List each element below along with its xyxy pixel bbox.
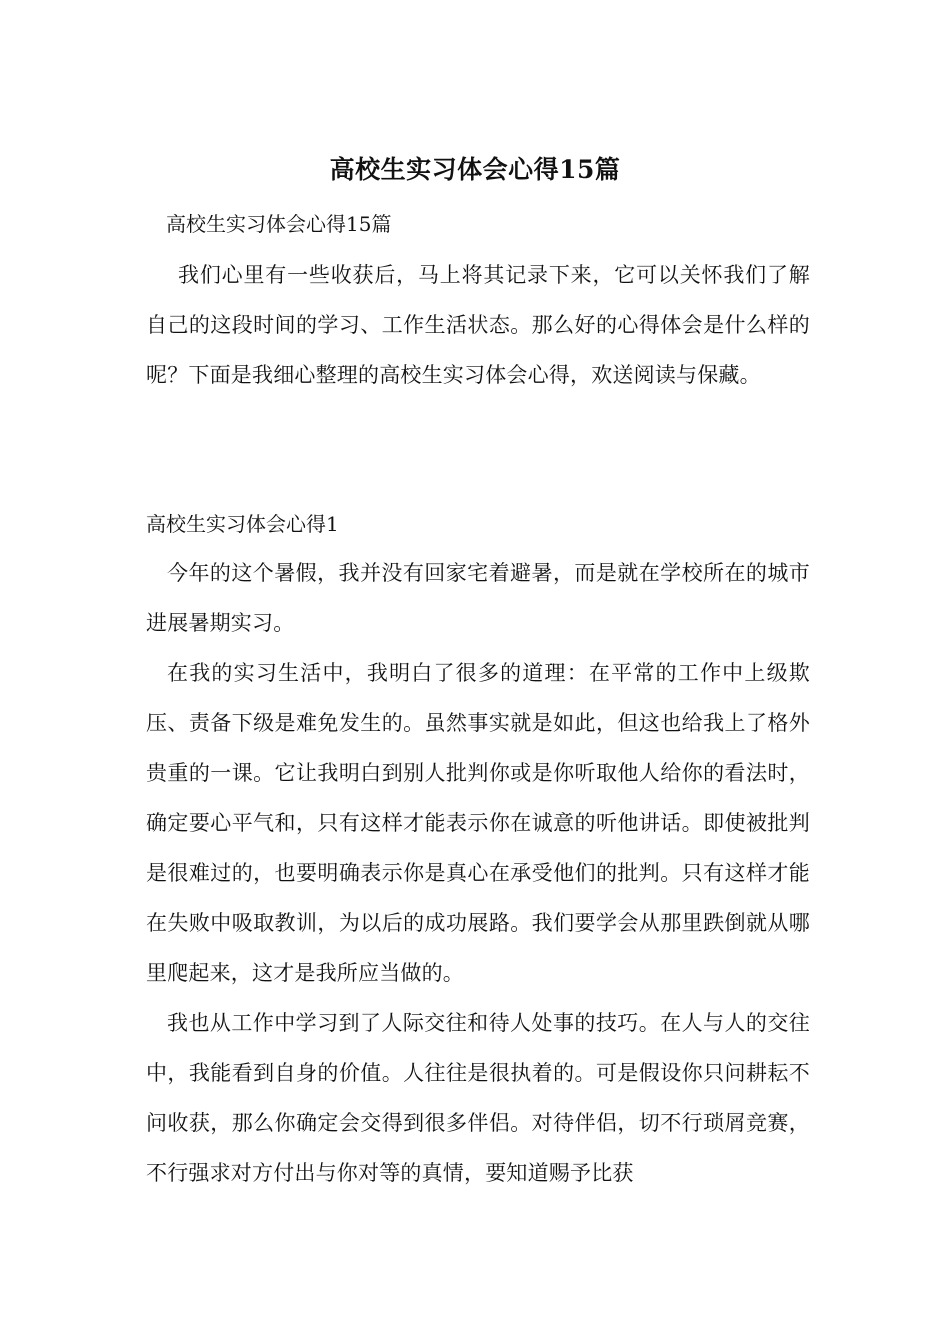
intro-paragraph: 我们心里有一些收获后，马上将其记录下来，它可以关怀我们了解自己的这段时间的学习、工作生活状态。那么好的心得体会是什么样的呢？下面是我细心整理的高校生实习体会心得，欢送阅读与保藏。 xyxy=(146,263,810,387)
document-title: 高校生实习体会心得15篇 xyxy=(329,155,621,184)
section-heading: 高校生实习体会心得1 xyxy=(146,512,339,536)
body-paragraph: 今年的这个暑假，我并没有回家宅着避暑，而是就在学校所在的城市进展暑期实习。 xyxy=(146,561,810,635)
document-subtitle: 高校生实习体会心得15篇 xyxy=(166,212,392,236)
body-paragraph: 我也从工作中学习到了人际交往和待人处事的技巧。在人与人的交往中，我能看到自身的价值。人往往是很执着的。可是假设你只问耕耘不问收获，那么你确定会交得到很多伴侣。对待伴侣，切不行琐屑竞赛，不行强求对方付出与你对等的真情，要知道赐予比获 xyxy=(146,1011,810,1185)
body-paragraph: 在我的实习生活中，我明白了很多的道理：在平常的工作中上级欺压、责备下级是难免发生的。虽然事实就是如此，但这也给我上了格外贵重的一课。它让我明白到别人批判你或是你听取他人给你的看法时，确定要心平气和，只有这样才能表示你在诚意的听他讲话。即使被批判是很难过的，也要明确表示你是真心在承受他们的批判。只有这样才能在失败中吸取教训，为以后的成功展路。我们要学会从那里跌倒就从哪里爬起来，这才是我所应当做的。 xyxy=(146,661,810,985)
